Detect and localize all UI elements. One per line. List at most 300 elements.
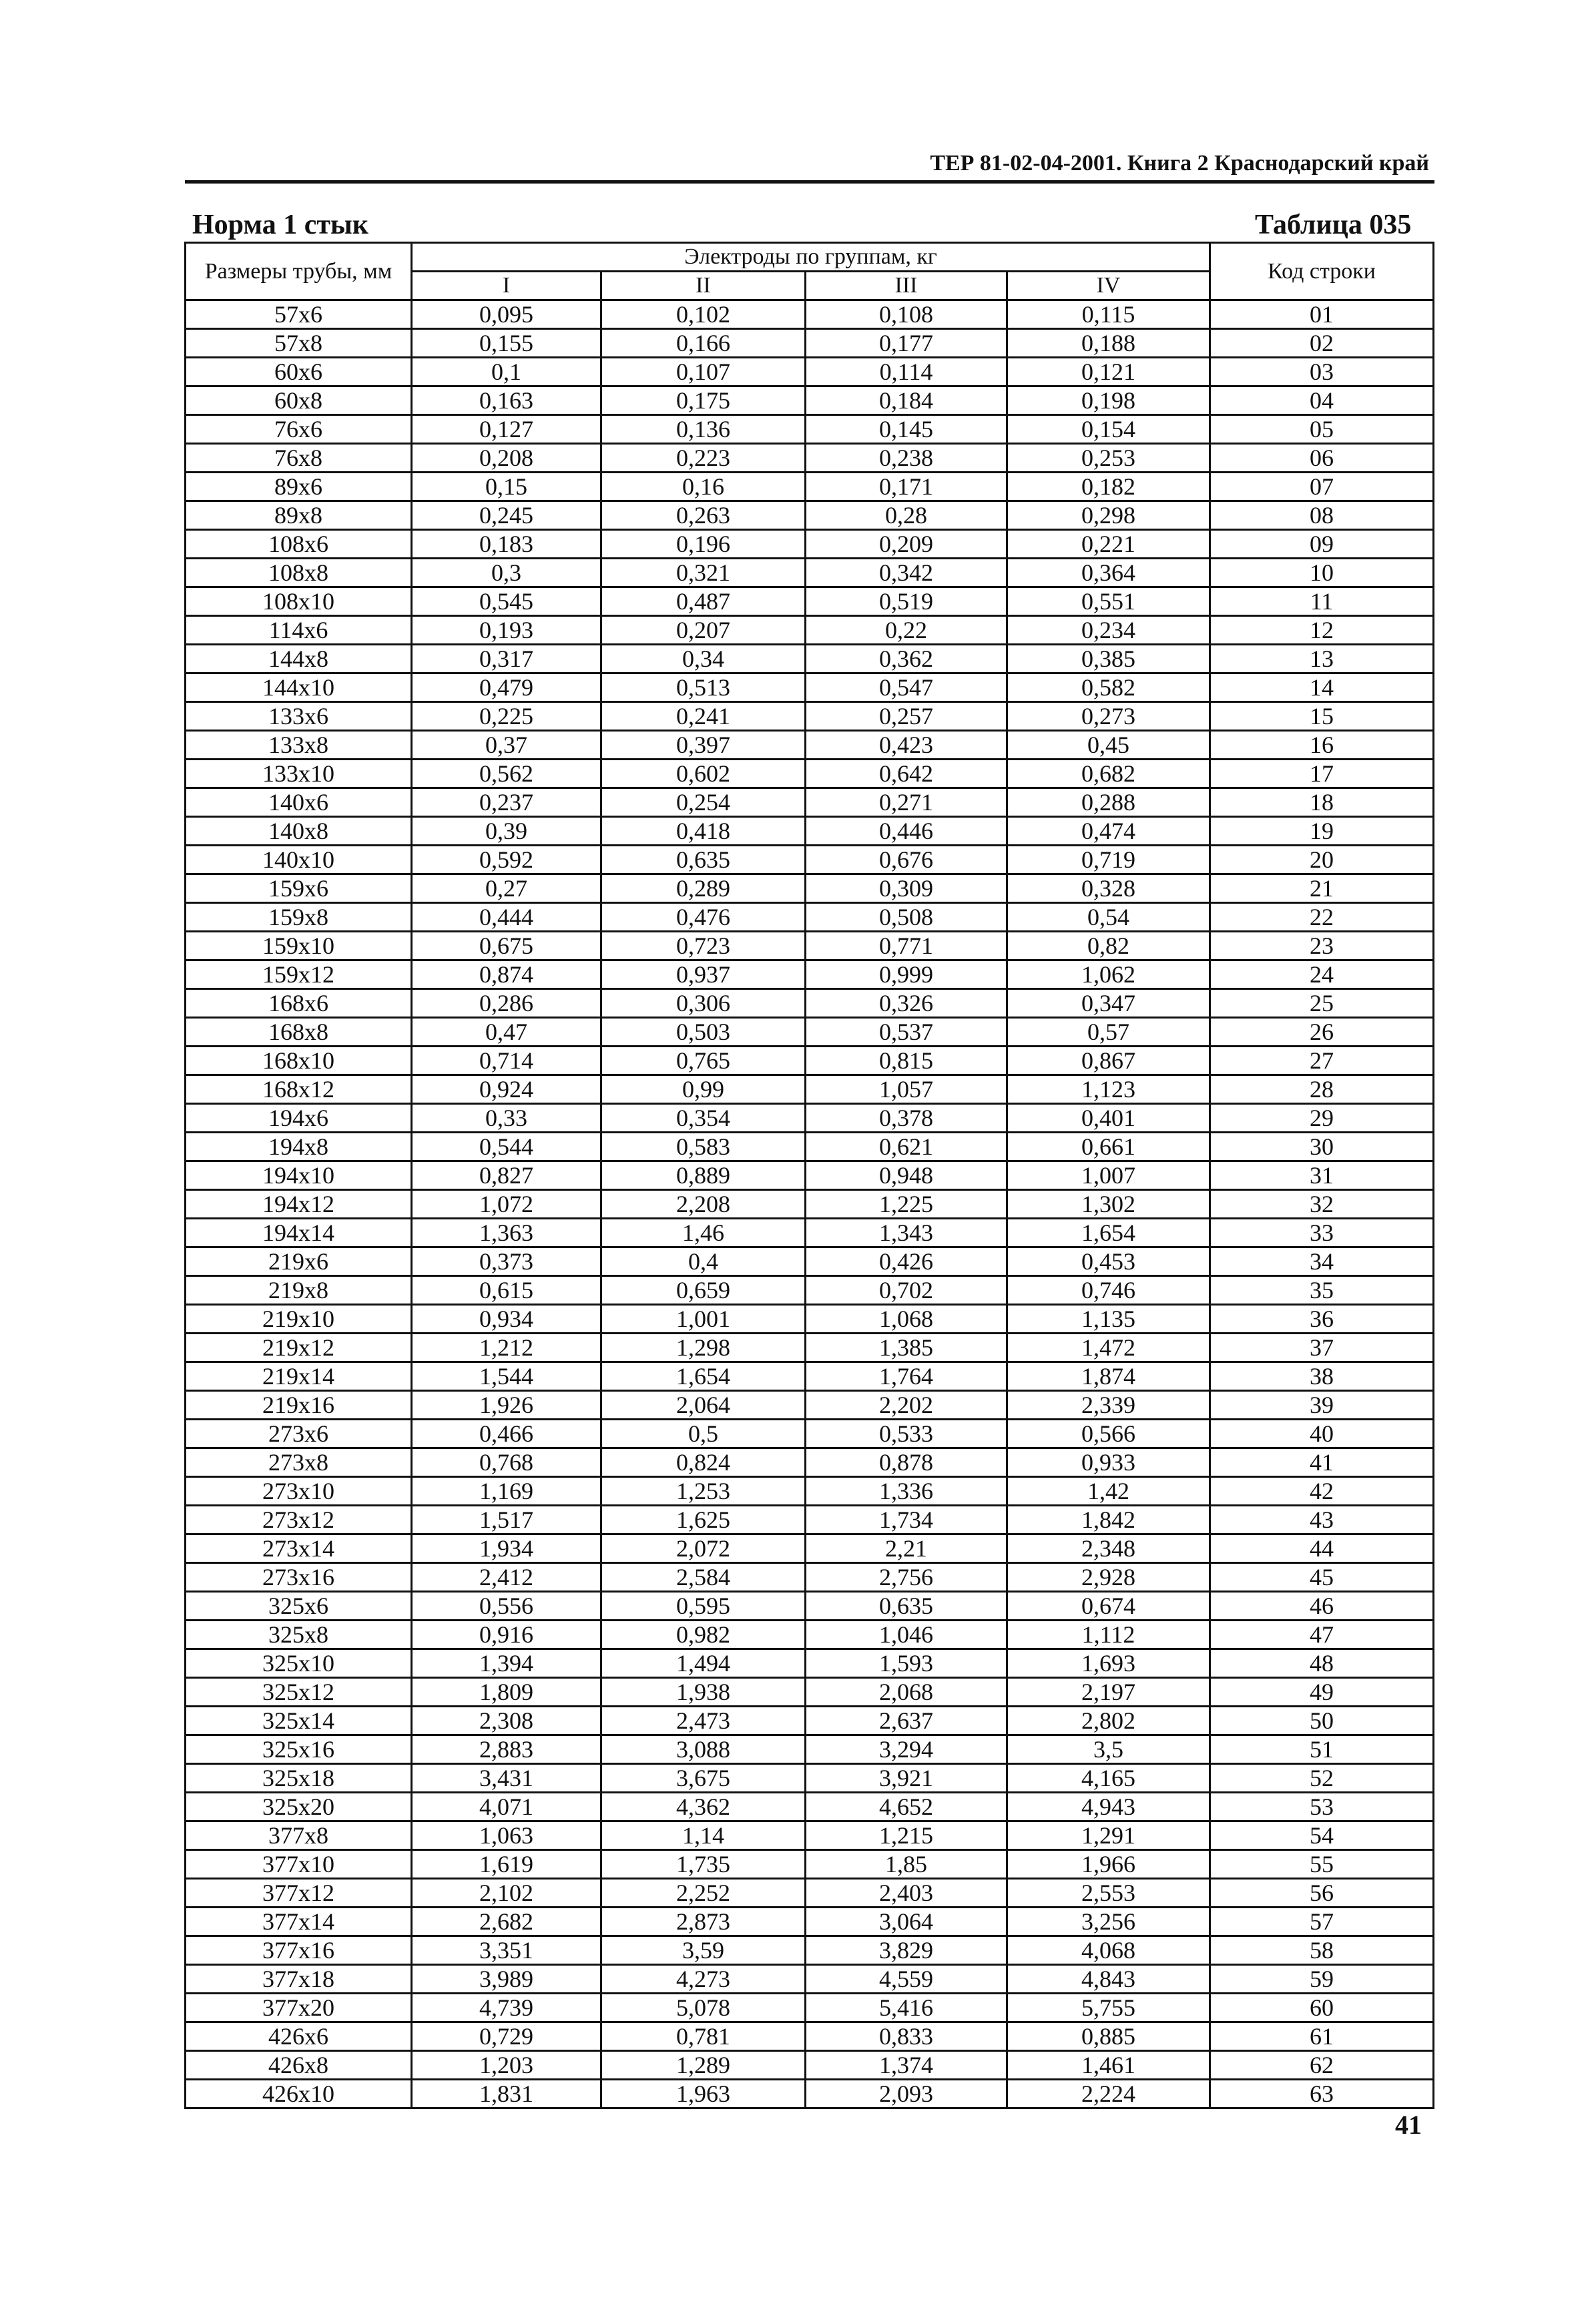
pipe-size-cell: 159x8 xyxy=(186,903,412,932)
group-1-cell: 0,155 xyxy=(412,329,601,358)
group-1-cell: 2,308 xyxy=(412,1707,601,1735)
table-row xyxy=(186,530,1434,559)
group-1-cell: 0,544 xyxy=(412,1133,601,1161)
table-row xyxy=(186,415,1434,444)
group-3-cell: 1,336 xyxy=(806,1477,1007,1506)
row-code-cell: 36 xyxy=(1210,1305,1434,1334)
table-row xyxy=(186,1506,1434,1534)
group-2-cell: 2,473 xyxy=(601,1707,806,1735)
group-1-cell: 0,33 xyxy=(412,1104,601,1133)
table-row xyxy=(186,329,1434,358)
row-code-cell: 14 xyxy=(1210,673,1434,702)
pipe-size-cell: 377x14 xyxy=(186,1908,412,1936)
group-3-cell: 0,519 xyxy=(806,587,1007,616)
row-code-cell: 27 xyxy=(1210,1047,1434,1075)
pipe-size-cell: 159x6 xyxy=(186,874,412,903)
group-1-cell: 2,412 xyxy=(412,1563,601,1592)
table-row xyxy=(186,1621,1434,1649)
group-2-cell: 0,306 xyxy=(601,989,806,1018)
group-4-cell: 1,472 xyxy=(1007,1334,1210,1362)
group-3-cell: 0,271 xyxy=(806,788,1007,817)
group-2-cell: 0,583 xyxy=(601,1133,806,1161)
table-row xyxy=(186,1161,1434,1190)
group-2-cell: 0,16 xyxy=(601,473,806,501)
row-code-cell: 52 xyxy=(1210,1764,1434,1793)
pipe-size-cell: 219x10 xyxy=(186,1305,412,1334)
group-1-cell: 0,245 xyxy=(412,501,601,530)
group-3-cell: 1,215 xyxy=(806,1821,1007,1850)
group-1-cell: 0,1 xyxy=(412,358,601,386)
table-row xyxy=(186,788,1434,817)
group-1-cell: 0,874 xyxy=(412,960,601,989)
group-3-cell: 1,374 xyxy=(806,2051,1007,2080)
group-3-cell: 0,948 xyxy=(806,1161,1007,1190)
table-number: Таблица 035 xyxy=(1255,210,1412,240)
group-4-cell: 0,682 xyxy=(1007,760,1210,788)
group-3-cell: 0,833 xyxy=(806,2022,1007,2051)
group-1-cell: 4,739 xyxy=(412,1994,601,2022)
group-4-cell: 2,224 xyxy=(1007,2080,1210,2108)
row-code-cell: 37 xyxy=(1210,1334,1434,1362)
row-code-cell: 21 xyxy=(1210,874,1434,903)
pipe-size-cell: 273x8 xyxy=(186,1448,412,1477)
table-row xyxy=(186,1477,1434,1506)
group-1-cell: 1,169 xyxy=(412,1477,601,1506)
table-row xyxy=(186,1018,1434,1047)
pipe-size-cell: 133x6 xyxy=(186,702,412,731)
group-4-cell: 1,302 xyxy=(1007,1190,1210,1219)
pipe-size-cell: 140x10 xyxy=(186,846,412,874)
group-2-cell: 0,781 xyxy=(601,2022,806,2051)
group-3-cell: 3,064 xyxy=(806,1908,1007,1936)
table-row xyxy=(186,1276,1434,1305)
pipe-size-cell: 377x18 xyxy=(186,1965,412,1994)
group-4-cell: 4,165 xyxy=(1007,1764,1210,1793)
group-2-cell: 3,59 xyxy=(601,1936,806,1965)
group-4-cell: 0,221 xyxy=(1007,530,1210,559)
group-1-cell: 0,479 xyxy=(412,673,601,702)
group-4-cell: 0,674 xyxy=(1007,1592,1210,1621)
row-code-cell: 04 xyxy=(1210,386,1434,415)
pipe-size-cell: 219x16 xyxy=(186,1391,412,1420)
group-1-cell: 0,714 xyxy=(412,1047,601,1075)
pipe-size-cell: 60x6 xyxy=(186,358,412,386)
group-2-cell: 1,289 xyxy=(601,2051,806,2080)
row-code-cell: 56 xyxy=(1210,1879,1434,1908)
group-2-cell: 0,254 xyxy=(601,788,806,817)
group-4-cell: 0,188 xyxy=(1007,329,1210,358)
group-2-cell: 0,102 xyxy=(601,300,806,329)
group-1-cell: 0,208 xyxy=(412,444,601,473)
row-code-cell: 61 xyxy=(1210,2022,1434,2051)
row-code-cell: 63 xyxy=(1210,2080,1434,2108)
group-1-cell: 1,517 xyxy=(412,1506,601,1534)
group-4-cell: 1,874 xyxy=(1007,1362,1210,1391)
group-4-cell: 1,007 xyxy=(1007,1161,1210,1190)
pipe-size-cell: 325x10 xyxy=(186,1649,412,1678)
group-3-cell: 0,635 xyxy=(806,1592,1007,1621)
row-code-cell: 43 xyxy=(1210,1506,1434,1534)
group-1-cell: 1,934 xyxy=(412,1534,601,1563)
row-code-cell: 45 xyxy=(1210,1563,1434,1592)
group-2-cell: 2,208 xyxy=(601,1190,806,1219)
group-3-cell: 2,202 xyxy=(806,1391,1007,1420)
table-row xyxy=(186,1534,1434,1563)
group-2-cell: 0,982 xyxy=(601,1621,806,1649)
group-4-cell: 1,842 xyxy=(1007,1506,1210,1534)
row-code-cell: 09 xyxy=(1210,530,1434,559)
group-2-cell: 0,5 xyxy=(601,1420,806,1448)
group-4-cell: 0,154 xyxy=(1007,415,1210,444)
group-2-cell: 1,14 xyxy=(601,1821,806,1850)
table-row xyxy=(186,616,1434,645)
group-3-cell: 0,508 xyxy=(806,903,1007,932)
group-1-cell: 0,444 xyxy=(412,903,601,932)
table-row xyxy=(186,1649,1434,1678)
group-4-cell: 1,966 xyxy=(1007,1850,1210,1879)
group-3-cell: 0,326 xyxy=(806,989,1007,1018)
group-4-cell: 0,933 xyxy=(1007,1448,1210,1477)
pipe-size-cell: 168x10 xyxy=(186,1047,412,1075)
group-2-cell: 0,175 xyxy=(601,386,806,415)
row-code-cell: 02 xyxy=(1210,329,1434,358)
page-number: 41 xyxy=(1395,2110,1422,2140)
pipe-size-cell: 426x6 xyxy=(186,2022,412,2051)
group-4-cell: 0,551 xyxy=(1007,587,1210,616)
group-3-cell: 1,764 xyxy=(806,1362,1007,1391)
group-2-cell: 0,397 xyxy=(601,731,806,760)
row-code-cell: 28 xyxy=(1210,1075,1434,1104)
group-4-cell: 0,121 xyxy=(1007,358,1210,386)
pipe-size-cell: 144x10 xyxy=(186,673,412,702)
row-code-cell: 25 xyxy=(1210,989,1434,1018)
group-3-cell: 0,209 xyxy=(806,530,1007,559)
group-3-cell: 3,829 xyxy=(806,1936,1007,1965)
group-4-cell: 0,182 xyxy=(1007,473,1210,501)
table-row xyxy=(186,1448,1434,1477)
row-code-cell: 44 xyxy=(1210,1534,1434,1563)
group-3-cell: 0,309 xyxy=(806,874,1007,903)
group-1-cell: 2,682 xyxy=(412,1908,601,1936)
group-4-cell: 0,746 xyxy=(1007,1276,1210,1305)
group-header-2: II xyxy=(601,272,806,300)
group-1-cell: 0,193 xyxy=(412,616,601,645)
group-4-cell: 1,291 xyxy=(1007,1821,1210,1850)
group-4-cell: 0,273 xyxy=(1007,702,1210,731)
group-2-cell: 0,4 xyxy=(601,1247,806,1276)
group-4-cell: 0,298 xyxy=(1007,501,1210,530)
table-row xyxy=(186,1334,1434,1362)
group-3-cell: 0,423 xyxy=(806,731,1007,760)
group-1-cell: 0,729 xyxy=(412,2022,601,2051)
group-3-cell: 1,225 xyxy=(806,1190,1007,1219)
group-3-cell: 1,593 xyxy=(806,1649,1007,1678)
group-3-cell: 1,046 xyxy=(806,1621,1007,1649)
group-1-cell: 0,675 xyxy=(412,932,601,960)
group-3-cell: 2,756 xyxy=(806,1563,1007,1592)
pipe-size-cell: 194x8 xyxy=(186,1133,412,1161)
group-3-cell: 0,642 xyxy=(806,760,1007,788)
group-4-cell: 1,461 xyxy=(1007,2051,1210,2080)
group-2-cell: 0,476 xyxy=(601,903,806,932)
group-3-cell: 2,068 xyxy=(806,1678,1007,1707)
group-4-cell: 1,123 xyxy=(1007,1075,1210,1104)
group-3-cell: 2,637 xyxy=(806,1707,1007,1735)
group-3-cell: 1,734 xyxy=(806,1506,1007,1534)
group-1-cell: 0,934 xyxy=(412,1305,601,1334)
pipe-size-cell: 108x8 xyxy=(186,559,412,587)
table-row xyxy=(186,2080,1434,2108)
column-header-row-code: Код строки xyxy=(1210,243,1434,300)
group-3-cell: 1,057 xyxy=(806,1075,1007,1104)
group-2-cell: 0,595 xyxy=(601,1592,806,1621)
group-3-cell: 0,533 xyxy=(806,1420,1007,1448)
pipe-size-cell: 273x6 xyxy=(186,1420,412,1448)
table-row xyxy=(186,731,1434,760)
pipe-size-cell: 89x6 xyxy=(186,473,412,501)
pipe-size-cell: 57x6 xyxy=(186,300,412,329)
group-1-cell: 2,883 xyxy=(412,1735,601,1764)
group-header-1: I xyxy=(412,272,601,300)
pipe-size-cell: 325x12 xyxy=(186,1678,412,1707)
group-1-cell: 1,619 xyxy=(412,1850,601,1879)
group-2-cell: 3,088 xyxy=(601,1735,806,1764)
group-3-cell: 5,416 xyxy=(806,1994,1007,2022)
pipe-size-cell: 168x8 xyxy=(186,1018,412,1047)
group-4-cell: 0,661 xyxy=(1007,1133,1210,1161)
pipe-size-cell: 325x8 xyxy=(186,1621,412,1649)
row-code-cell: 38 xyxy=(1210,1362,1434,1391)
group-3-cell: 0,676 xyxy=(806,846,1007,874)
row-code-cell: 15 xyxy=(1210,702,1434,731)
group-1-cell: 0,15 xyxy=(412,473,601,501)
group-2-cell: 0,765 xyxy=(601,1047,806,1075)
table-row xyxy=(186,1821,1434,1850)
group-3-cell: 1,385 xyxy=(806,1334,1007,1362)
pipe-size-cell: 194x12 xyxy=(186,1190,412,1219)
column-header-electrode-groups: Электроды по группам, кг xyxy=(412,243,1210,272)
group-1-cell: 0,545 xyxy=(412,587,601,616)
row-code-cell: 07 xyxy=(1210,473,1434,501)
pipe-size-cell: 76x6 xyxy=(186,415,412,444)
row-code-cell: 59 xyxy=(1210,1965,1434,1994)
group-2-cell: 0,824 xyxy=(601,1448,806,1477)
group-2-cell: 1,253 xyxy=(601,1477,806,1506)
pipe-size-cell: 114x6 xyxy=(186,616,412,645)
pipe-size-cell: 133x10 xyxy=(186,760,412,788)
row-code-cell: 29 xyxy=(1210,1104,1434,1133)
group-1-cell: 0,37 xyxy=(412,731,601,760)
group-3-cell: 0,238 xyxy=(806,444,1007,473)
document-header: ТЕР 81-02-04-2001. Книга 2 Краснодарский край xyxy=(930,151,1429,176)
pipe-size-cell: 426x8 xyxy=(186,2051,412,2080)
group-3-cell: 0,446 xyxy=(806,817,1007,846)
row-code-cell: 01 xyxy=(1210,300,1434,329)
group-1-cell: 1,363 xyxy=(412,1219,601,1247)
row-code-cell: 41 xyxy=(1210,1448,1434,1477)
pipe-size-cell: 377x8 xyxy=(186,1821,412,1850)
group-1-cell: 0,225 xyxy=(412,702,601,731)
group-1-cell: 3,351 xyxy=(412,1936,601,1965)
electrodes-table xyxy=(184,242,1434,2109)
group-2-cell: 0,889 xyxy=(601,1161,806,1190)
pipe-size-cell: 60x8 xyxy=(186,386,412,415)
group-2-cell: 0,196 xyxy=(601,530,806,559)
group-header-3: III xyxy=(806,272,1007,300)
group-4-cell: 2,348 xyxy=(1007,1534,1210,1563)
group-header-4: IV xyxy=(1007,272,1210,300)
table-row xyxy=(186,1190,1434,1219)
table-row xyxy=(186,960,1434,989)
group-1-cell: 1,212 xyxy=(412,1334,601,1362)
group-2-cell: 1,654 xyxy=(601,1362,806,1391)
group-2-cell: 1,46 xyxy=(601,1219,806,1247)
group-2-cell: 1,735 xyxy=(601,1850,806,1879)
group-1-cell: 0,373 xyxy=(412,1247,601,1276)
group-4-cell: 0,385 xyxy=(1007,645,1210,673)
row-code-cell: 22 xyxy=(1210,903,1434,932)
table-row xyxy=(186,1908,1434,1936)
group-1-cell: 0,827 xyxy=(412,1161,601,1190)
group-2-cell: 0,207 xyxy=(601,616,806,645)
group-4-cell: 0,253 xyxy=(1007,444,1210,473)
table-row xyxy=(186,444,1434,473)
table-row xyxy=(186,358,1434,386)
pipe-size-cell: 219x8 xyxy=(186,1276,412,1305)
group-4-cell: 2,339 xyxy=(1007,1391,1210,1420)
group-3-cell: 0,28 xyxy=(806,501,1007,530)
group-4-cell: 0,364 xyxy=(1007,559,1210,587)
pipe-size-cell: 168x6 xyxy=(186,989,412,1018)
row-code-cell: 06 xyxy=(1210,444,1434,473)
pipe-size-cell: 194x14 xyxy=(186,1219,412,1247)
group-3-cell: 0,362 xyxy=(806,645,1007,673)
group-4-cell: 0,401 xyxy=(1007,1104,1210,1133)
table-row xyxy=(186,1678,1434,1707)
table-row xyxy=(186,1850,1434,1879)
group-2-cell: 0,166 xyxy=(601,329,806,358)
group-3-cell: 0,999 xyxy=(806,960,1007,989)
group-2-cell: 0,354 xyxy=(601,1104,806,1133)
pipe-size-cell: 89x8 xyxy=(186,501,412,530)
group-3-cell: 3,294 xyxy=(806,1735,1007,1764)
group-4-cell: 1,062 xyxy=(1007,960,1210,989)
pipe-size-cell: 325x20 xyxy=(186,1793,412,1821)
group-4-cell: 1,112 xyxy=(1007,1621,1210,1649)
group-2-cell: 4,362 xyxy=(601,1793,806,1821)
group-2-cell: 0,659 xyxy=(601,1276,806,1305)
table-row xyxy=(186,559,1434,587)
group-1-cell: 1,394 xyxy=(412,1649,601,1678)
group-1-cell: 0,466 xyxy=(412,1420,601,1448)
group-2-cell: 0,602 xyxy=(601,760,806,788)
group-2-cell: 3,675 xyxy=(601,1764,806,1793)
group-2-cell: 0,937 xyxy=(601,960,806,989)
table-row xyxy=(186,760,1434,788)
pipe-size-cell: 159x12 xyxy=(186,960,412,989)
pipe-size-cell: 133x8 xyxy=(186,731,412,760)
table-row xyxy=(186,1936,1434,1965)
group-4-cell: 3,256 xyxy=(1007,1908,1210,1936)
group-3-cell: 0,114 xyxy=(806,358,1007,386)
pipe-size-cell: 273x16 xyxy=(186,1563,412,1592)
group-3-cell: 0,108 xyxy=(806,300,1007,329)
pipe-size-cell: 325x6 xyxy=(186,1592,412,1621)
pipe-size-cell: 159x10 xyxy=(186,932,412,960)
group-1-cell: 1,063 xyxy=(412,1821,601,1850)
group-1-cell: 4,071 xyxy=(412,1793,601,1821)
group-1-cell: 0,163 xyxy=(412,386,601,415)
group-1-cell: 1,544 xyxy=(412,1362,601,1391)
table-row xyxy=(186,473,1434,501)
group-4-cell: 0,328 xyxy=(1007,874,1210,903)
row-code-cell: 57 xyxy=(1210,1908,1434,1936)
row-code-cell: 60 xyxy=(1210,1994,1434,2022)
table-body xyxy=(186,300,1434,2108)
group-2-cell: 0,263 xyxy=(601,501,806,530)
group-1-cell: 3,989 xyxy=(412,1965,601,1994)
group-3-cell: 0,878 xyxy=(806,1448,1007,1477)
group-3-cell: 0,702 xyxy=(806,1276,1007,1305)
row-code-cell: 46 xyxy=(1210,1592,1434,1621)
group-1-cell: 1,831 xyxy=(412,2080,601,2108)
group-1-cell: 0,317 xyxy=(412,645,601,673)
group-2-cell: 1,938 xyxy=(601,1678,806,1707)
pipe-size-cell: 325x16 xyxy=(186,1735,412,1764)
header-rule xyxy=(185,180,1434,184)
group-3-cell: 1,85 xyxy=(806,1850,1007,1879)
group-2-cell: 2,873 xyxy=(601,1908,806,1936)
table-row xyxy=(186,300,1434,329)
table-row xyxy=(186,2051,1434,2080)
pipe-size-cell: 76x8 xyxy=(186,444,412,473)
pipe-size-cell: 273x10 xyxy=(186,1477,412,1506)
group-2-cell: 2,584 xyxy=(601,1563,806,1592)
group-2-cell: 0,136 xyxy=(601,415,806,444)
row-code-cell: 53 xyxy=(1210,1793,1434,1821)
row-code-cell: 10 xyxy=(1210,559,1434,587)
table-row xyxy=(186,501,1434,530)
group-1-cell: 0,924 xyxy=(412,1075,601,1104)
group-4-cell: 2,928 xyxy=(1007,1563,1210,1592)
pipe-size-cell: 57x8 xyxy=(186,329,412,358)
row-code-cell: 54 xyxy=(1210,1821,1434,1850)
group-3-cell: 0,257 xyxy=(806,702,1007,731)
row-code-cell: 58 xyxy=(1210,1936,1434,1965)
group-3-cell: 0,621 xyxy=(806,1133,1007,1161)
group-2-cell: 0,418 xyxy=(601,817,806,846)
row-code-cell: 12 xyxy=(1210,616,1434,645)
table-row xyxy=(186,1362,1434,1391)
group-3-cell: 2,21 xyxy=(806,1534,1007,1563)
group-4-cell: 1,135 xyxy=(1007,1305,1210,1334)
row-code-cell: 24 xyxy=(1210,960,1434,989)
table-row xyxy=(186,645,1434,673)
row-code-cell: 05 xyxy=(1210,415,1434,444)
pipe-size-cell: 325x14 xyxy=(186,1707,412,1735)
table-row xyxy=(186,1047,1434,1075)
group-3-cell: 2,093 xyxy=(806,2080,1007,2108)
group-2-cell: 1,963 xyxy=(601,2080,806,2108)
row-code-cell: 26 xyxy=(1210,1018,1434,1047)
group-1-cell: 0,27 xyxy=(412,874,601,903)
table-row xyxy=(186,1879,1434,1908)
pipe-size-cell: 219x14 xyxy=(186,1362,412,1391)
pipe-size-cell: 140x8 xyxy=(186,817,412,846)
row-code-cell: 16 xyxy=(1210,731,1434,760)
group-1-cell: 0,916 xyxy=(412,1621,601,1649)
group-1-cell: 0,39 xyxy=(412,817,601,846)
